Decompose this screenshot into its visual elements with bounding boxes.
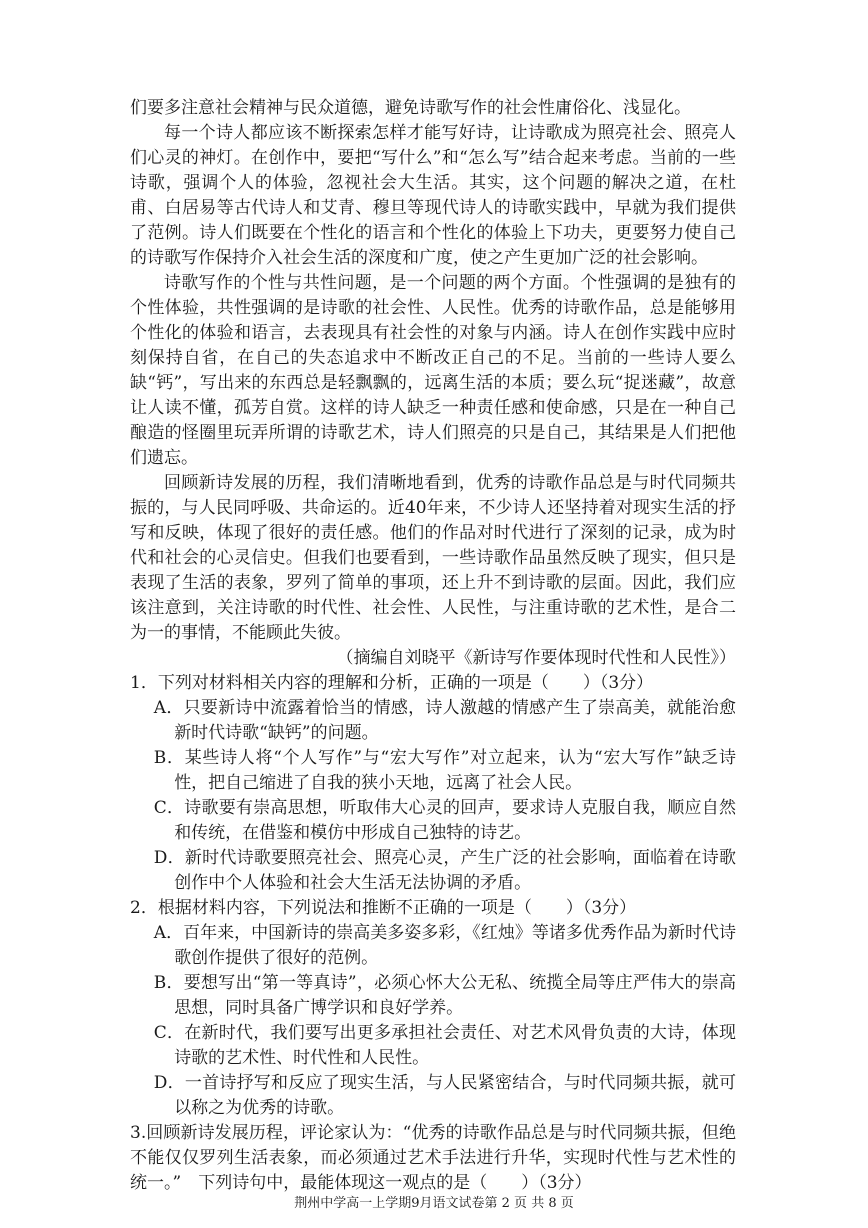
question-2-option-a: A．百年来，中国新诗的崇高美多姿多彩，《红烛》等诸多优秀作品为新时代诗歌创作提供了很好的范例。 bbox=[153, 923, 736, 968]
question-1-option-b: B．某些诗人将“个人写作”与“宏大写作”对立起来，认为“宏大写作”缺乏诗性，把自己缩进了自我的狭小天地，远离了社会人民。 bbox=[153, 748, 736, 793]
question-1-stem: 1．下列对材料相关内容的理解和分析，正确的一项是（ ）（3分） bbox=[130, 673, 654, 693]
question-3-stem: 3.回顾新诗发展历程，评论家认为：“优秀的诗歌作品总是与时代同频共振，但绝不能仅仅罗列生活表象，而必须通过艺术手法进行升华，实现时代性与艺术性的统一。” 下列诗句中，最能体现这一观点的是（ ）（3分） bbox=[130, 1123, 736, 1193]
question-1-option-a: A．只要新诗中流露着恰当的情感，诗人激越的情感产生了崇高美，就能治愈新时代诗歌“缺钙”的问题。 bbox=[153, 698, 736, 743]
question-2-option-b: B．要想写出“第一等真诗”，必须心怀大公无私、统揽全局等庄严伟大的崇高思想，同时具备广博学识和良好学养。 bbox=[153, 973, 736, 1018]
question-2-option-d: D．一首诗抒写和反应了现实生活，与人民紧密结合，与时代同频共振，就可以称之为优秀的诗歌。 bbox=[153, 1073, 736, 1118]
page-footer: 荆州中学高一上学期9月语文试卷第 2 页 共 8 页 bbox=[294, 1196, 574, 1211]
question-1-option-d: D．新时代诗歌要照亮社会、照亮心灵，产生广泛的社会影响，面临着在诗歌创作中个人体验和社会大生活无法协调的矛盾。 bbox=[153, 848, 736, 893]
question-2-stem: 2．根据材料内容，下列说法和推断不正确的一项是（ ）（3分） bbox=[130, 898, 637, 918]
passage-paragraph-0: 们要多注意社会精神与民众道德，避免诗歌写作的社会性庸俗化、浅显化。 bbox=[130, 98, 691, 118]
question-1-option-c: C．诗歌要有崇高思想，听取伟大心灵的回声，要求诗人克服自我，顺应自然和传统，在借鉴和模仿中形成自己独特的诗艺。 bbox=[153, 798, 736, 843]
exam-page bbox=[130, 96, 736, 1196]
passage-paragraph-1: 每一个诗人都应该不断探索怎样才能写好诗，让诗歌成为照亮社会、照亮人们心灵的神灯。在创作中，要把“写什么”和“怎么写”结合起来考虑。当前的一些诗歌，强调个人的体验，忽视社会大生活。其实，这个问题的解决之道，在杜甫、白居易等古代诗人和艾青、穆旦等现代诗人的诗歌实践中，早就为我们提供了范例。诗人们既要在个性化的语言和个性化的体验上下功夫，更要努力使自己的诗歌写作保持介入社会生活的深度和广度，使之产生更加广泛的社会影响。 bbox=[130, 123, 736, 268]
passage-source: （摘编自刘晓平《新诗写作要体现时代性和人民性》） bbox=[336, 648, 736, 668]
passage-paragraph-3: 回顾新诗发展的历程，我们清晰地看到，优秀的诗歌作品总是与时代同频共振的，与人民同呼吸、共命运的。近40年来，不少诗人还坚持着对现实生活的抒写和反映，体现了很好的责任感。他们的作品对时代进行了深刻的记录，成为时代和社会的心灵信史。但我们也要看到，一些诗歌作品虽然反映了现实，但只是表现了生活的表象，罗列了简单的事项，还上升不到诗歌的层面。因此，我们应该注意到，关注诗歌的时代性、社会性、人民性，与注重诗歌的艺术性，是合二为一的事情，不能顾此失彼。 bbox=[130, 473, 736, 643]
passage-paragraph-2: 诗歌写作的个性与共性问题，是一个问题的两个方面。个性强调的是独有的个性体验，共性强调的是诗歌的社会性、人民性。优秀的诗歌作品，总是能够用个性化的体验和语言，去表现具有社会性的对象与内涵。诗人在创作实践中应时刻保持自省，在自己的失态追求中不断改正自己的不足。当前的一些诗人要么缺“钙”，写出来的东西总是轻飘飘的，远离生活的本质；要么玩“捉迷藏”，故意让人读不懂，孤芳自赏。这样的诗人缺乏一种责任感和使命感，只是在一种自己酿造的怪圈里玩弄所谓的诗歌艺术，诗人们照亮的只是自己，其结果是人们把他们遗忘。 bbox=[130, 273, 736, 468]
question-2-option-c: C．在新时代，我们要写出更多承担社会责任、对艺术风骨负责的大诗，体现诗歌的艺术性、时代性和人民性。 bbox=[153, 1023, 736, 1068]
